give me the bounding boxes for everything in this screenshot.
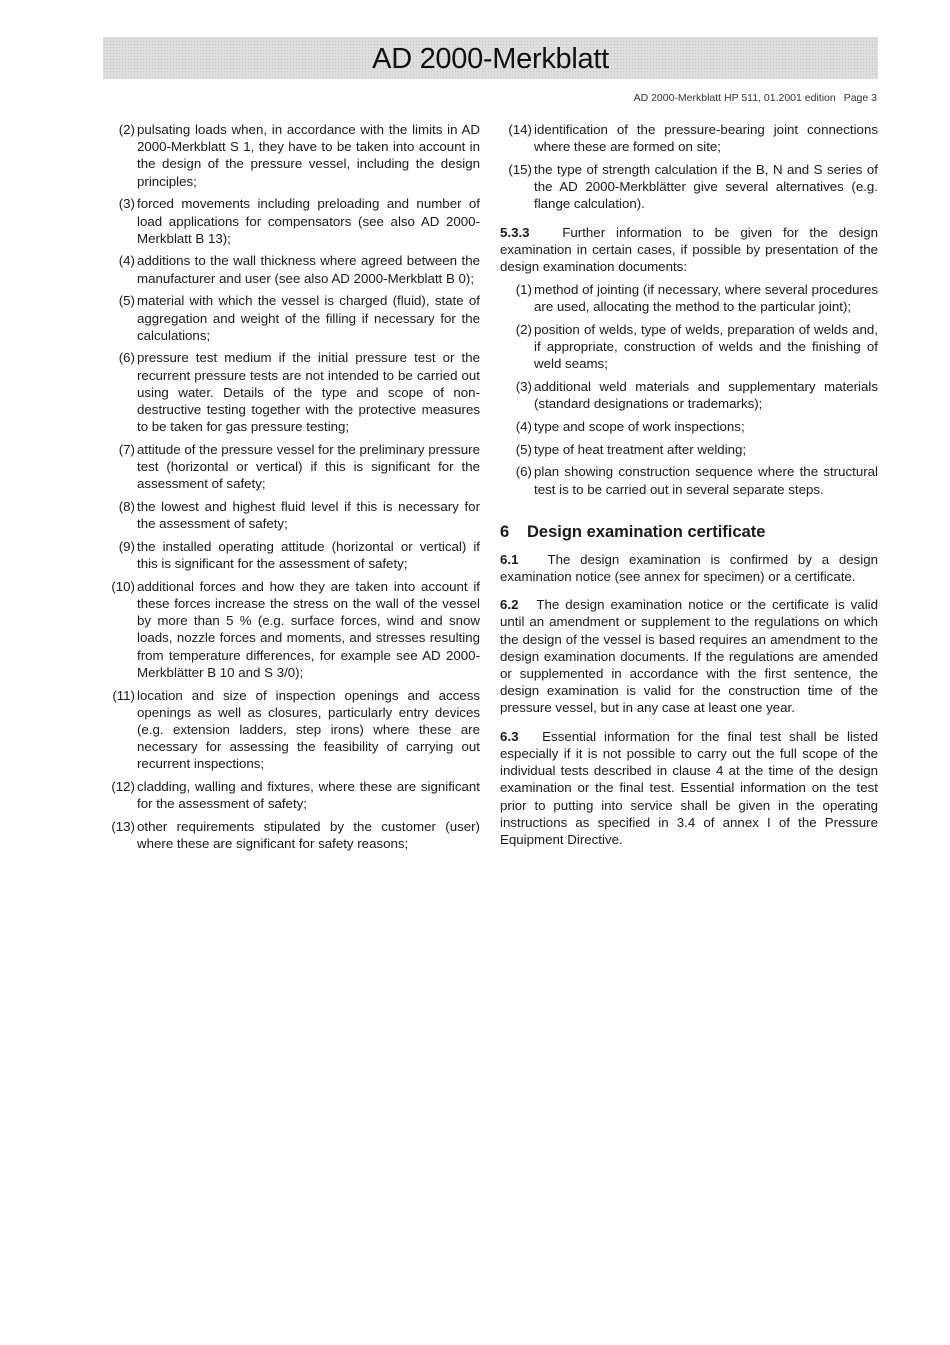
left-column <box>103 121 480 858</box>
list-item-13 <box>103 818 480 852</box>
list-item-3 <box>103 195 480 247</box>
paragraph-5-3-3 <box>500 224 878 276</box>
list-item-2 <box>500 321 878 373</box>
list-item-number: (15) <box>508 161 532 177</box>
page-number: Page 3 <box>843 92 877 104</box>
right-column <box>500 121 878 854</box>
list-item-6 <box>103 349 480 435</box>
list-item-6 <box>500 463 878 497</box>
list-item-text: type and scope of work inspections; <box>534 419 745 435</box>
paragraph-text: Essential information for the final test shall be listed especially if it is not possible to carry out the full scope of the individual tests described in clause 4 at the time of the design examination or the final test. Essential information on the test prior to putting into service shall be given in the operating instructions as specified in 3.4 of annex I of the Pressure Equipment Directive. <box>500 728 878 847</box>
list-item-text: identification of the pressure-bearing joint connections where these are formed on site; <box>534 122 878 155</box>
list-item-text: the installed operating attitude (horizontal or vertical) if this is significant for the assessment of safety; <box>137 538 480 572</box>
list-item-4 <box>103 252 480 286</box>
list-item-15 <box>500 161 878 213</box>
paragraph-6-3 <box>500 728 878 848</box>
paragraph-6-1 <box>500 551 878 585</box>
list-item-8 <box>103 498 480 532</box>
paragraph-6-2 <box>500 596 878 716</box>
list-item-text: additions to the wall thickness where agreed between the manufacturer and user (see also AD 2000-Merkblatt B 0); <box>137 253 480 286</box>
list-item-text: position of welds, type of welds, preparation of welds and, if appropriate, construction of welds and the finishing of weld seams; <box>534 322 878 372</box>
list-item-number: (11) <box>112 687 135 703</box>
list-item-text: location and size of inspection openings and access openings as well as closures, particularly entry devices (e.g. extension ladders, step irons) where these are necessary for assessing the feasibility of carrying out recurrent inspections; <box>137 687 480 772</box>
list-item-text: forced movements including preloading and number of load applications for compensators (see also AD 2000-Merkblatt B 13); <box>137 196 480 246</box>
header-banner <box>103 37 878 79</box>
list-item-2 <box>103 121 480 190</box>
list-item-text: plan showing construction sequence where the structural test is to be carried out in several separate steps. <box>534 464 878 497</box>
list-item-number: (9) <box>118 538 135 554</box>
paragraph-text: Further information to be given for the design examination in certain cases, if possible by presentation of the design examination documents: <box>500 224 878 274</box>
list-item-number: (14) <box>508 122 532 137</box>
section-number: 6 <box>500 522 510 541</box>
section-title: Design examination certificate <box>527 522 766 541</box>
clause-number: 6.1 <box>500 551 519 567</box>
list-item-1 <box>500 281 878 315</box>
list-item-number: (6) <box>515 464 532 480</box>
clause-number: 6.3 <box>500 728 519 744</box>
list-item-12 <box>103 778 480 812</box>
list-item-3 <box>500 378 878 412</box>
list-item-text: the type of strength calculation if the B, N and S series of the AD 2000-Merkblätter give several alternatives (e.g. flange calculation). <box>534 161 878 212</box>
list-item-number: (4) <box>118 253 135 269</box>
list-item-5 <box>500 441 878 458</box>
list-item-number: (8) <box>118 499 135 515</box>
list-item-text: other requirements stipulated by the customer (user) where these are significant for safety reasons; <box>137 819 480 852</box>
list-item-number: (6) <box>118 350 135 366</box>
clause-number: 5.3.3 <box>500 224 530 240</box>
list-item-number: (5) <box>118 293 135 309</box>
list-item-number: (3) <box>515 379 532 395</box>
section-heading <box>500 522 878 542</box>
list-item-text: pressure test medium if the initial pressure test or the recurrent pressure tests are not intended to be carried out using water. Details of the type and scope of non-destructive testing together with the protective measures to be taken for gas pressure testing; <box>137 350 480 435</box>
list-item-number: (4) <box>515 419 532 435</box>
list-item-number: (12) <box>111 779 135 795</box>
list-item-text: the lowest and highest fluid level if this is necessary for the assessment of safety; <box>137 499 480 532</box>
list-item-number: (3) <box>118 196 135 212</box>
list-item-4 <box>500 418 878 435</box>
list-item-text: cladding, walling and fixtures, where these are significant for the assessment of safety; <box>137 779 480 812</box>
list-item-number: (2) <box>515 322 532 338</box>
clause-number: 6.2 <box>500 597 519 613</box>
paragraph-text: The design examination notice or the certificate is valid until an amendment or supplement to the regulations on which the design of the vessel is based requires an amendment to the design examination documents. If the regulations are amended or supplemented in accordance with the first sentence, the design examination is valid for the construction time of the pressure vessel, but in any case at least one year. <box>500 597 878 716</box>
list-item-9 <box>103 538 480 572</box>
list-item-number: (2) <box>118 122 135 137</box>
banner-title: AD 2000-Merkblatt <box>372 42 609 75</box>
list-item-text: attitude of the pressure vessel for the preliminary pressure test (horizontal or vertical) if this is significant for the assessment of safety; <box>137 441 480 492</box>
list-item-7 <box>103 441 480 493</box>
list-item-5 <box>103 292 480 344</box>
list-item-text: material with which the vessel is charged (fluid), state of aggregation and weight of the filling if necessary for the calculations; <box>137 293 480 343</box>
list-item-14 <box>500 121 878 155</box>
list-item-text: pulsating loads when, in accordance with the limits in AD 2000-Merkblatt S 1, they have to be taken into account in the design of the pressure vessel, including the design principles; <box>137 122 480 189</box>
list-item-number: (5) <box>515 441 532 457</box>
list-item-11 <box>103 687 480 773</box>
list-item-text: method of jointing (if necessary, where several procedures are used, allocating the method to the particular joint); <box>534 282 878 315</box>
list-item-text: additional weld materials and supplementary materials (standard designations or trademarks); <box>534 379 878 412</box>
list-item-text: additional forces and how they are taken into account if these forces increase the stress on the wall of the vessel by more than 5 % (e.g. surface forces, wind and snow loads, nozzle forces and moments, and stresses resulting from temperature differences, for example see AD 2000-Merkblätter B 10 and S 3/0); <box>137 578 480 680</box>
list-item-10 <box>103 578 480 681</box>
list-item-number: (7) <box>118 441 135 457</box>
running-header <box>634 92 877 104</box>
running-header-reference: AD 2000-Merkblatt HP 511, 01.2001 edition <box>633 92 836 104</box>
list-item-number: (1) <box>515 282 532 298</box>
list-item-number: (13) <box>111 819 135 835</box>
list-item-number: (10) <box>111 578 135 594</box>
paragraph-text: The design examination is confirmed by a design examination notice (see annex for specimen) or a certificate. <box>500 551 879 585</box>
list-item-text: type of heat treatment after welding; <box>534 441 747 457</box>
